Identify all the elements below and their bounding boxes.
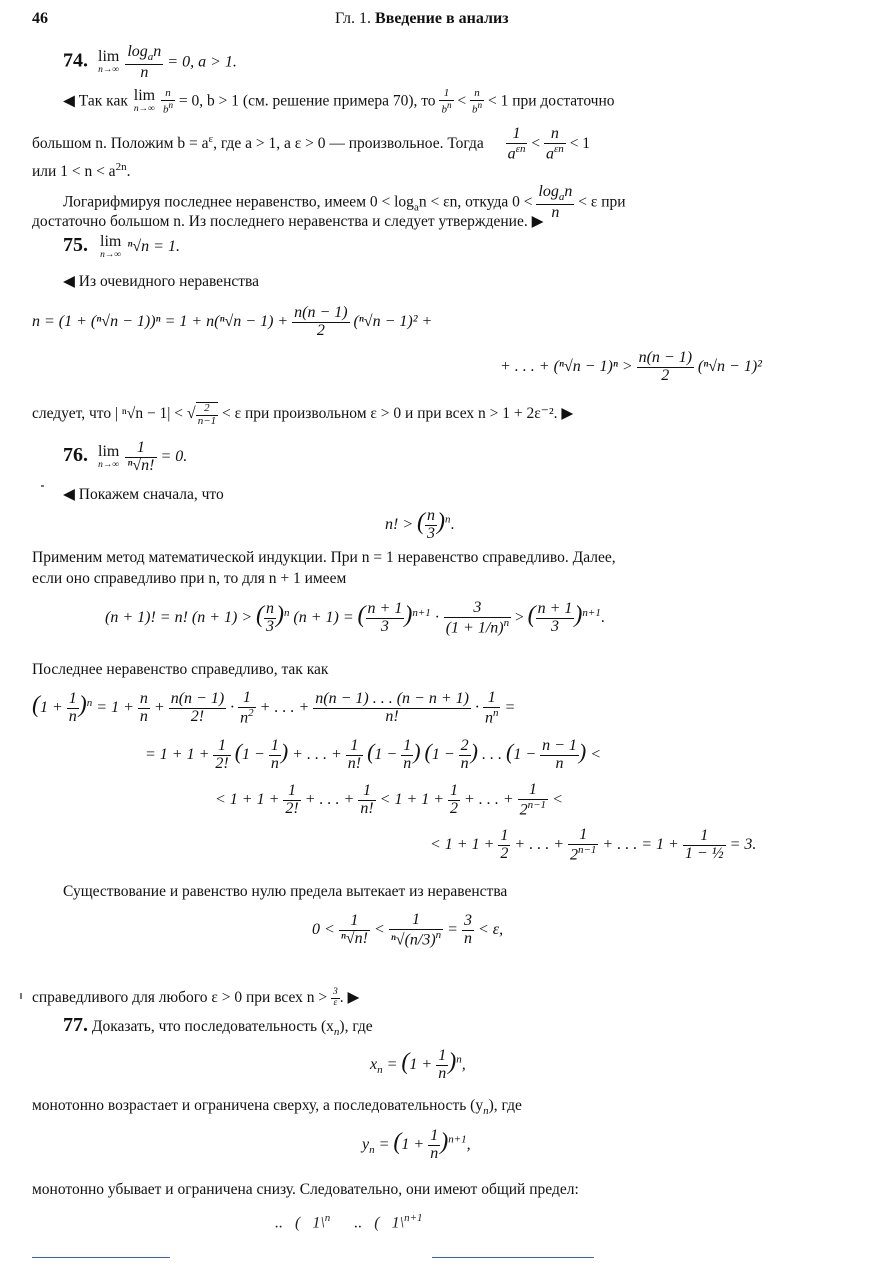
binomial-line-4: < 1 + 1 + $\frac{1}{2}$ + . . . + $\frac{1}{2^{n-1}}$ + . . . = 1 + $\frac{1}{\text{1 − ½}}$ = 3.	[430, 826, 757, 864]
ex74-paragraph-5: достаточно большом n. Из последнего неравенства и следует утверждение. ▶	[32, 213, 544, 230]
example-74-statement: 74. lim n→∞ $\frac{\log_an}{n}$ = 0, a > 1.	[63, 43, 237, 81]
footer-link-line[interactable]	[32, 1257, 170, 1258]
cropped-formula-fragment: .. ( 1\$^n$ .. ( 1\$^{n+1}$	[275, 1212, 423, 1232]
ex77-y-sequence: $y_n = (1$ + $\frac{1}{n}$ )$^{n+1}$,	[362, 1127, 471, 1162]
ex76-induction-equation: (n + 1)! = n! (n + 1) > ( $\frac{n}{3}$ )$^n$ (n + 1) = ( $\frac{n + 1}{3}$ )$^{n+1}$ · $\frac{3}{(1 + 1/n)^n}$ > ( $\frac{n + 1}{3}$ )$^{n+1}$.	[105, 599, 605, 637]
ex74-paragraph-1: ◀ Так как lim n→∞ $\frac{n}{b^n}$ = 0, b > 1 (см. решение примера 70), то $\frac{1}{b^n}$ < $\frac{n}{b^n}$ < 1 при достаточно	[63, 87, 615, 116]
ex76-paragraph-6: справедливого для любого ε > 0 при всех n > $\frac{3}{\varepsilon}$ . ▶	[32, 987, 360, 1008]
ex76-paragraph-2: Применим метод математической индукции. При n = 1 неравенство справедливо. Далее,	[32, 549, 616, 566]
example-77-statement: 77. Доказать, что последовательность $(x_n)$, где	[63, 1014, 373, 1039]
ex76-paragraph-3: если оно справедливо при n, то для n + 1 имеем	[32, 570, 347, 587]
ex76-paragraph-5: Существование и равенство нулю предела вытекает из неравенства	[63, 883, 508, 900]
ex74-paragraph-4: Логарифмируя последнее неравенство, имеем $0 < \log_an < \varepsilon n$, откуда 0 < $\frac{\log_an}{n}$ < ε при	[63, 183, 626, 221]
binomial-line-1: (1 + $\frac{1}{n}$ )$^n$ = 1 + $\frac{n}{n}$ + $\frac{n(n - 1)}{2!}$ · $\frac{1}{n^2}$ + . . . + $\frac{n(n - 1) . . . (n - n + 1)}{n!}$ · $\frac{1}{n^n}$ =	[32, 689, 516, 727]
scan-speck	[20, 993, 22, 999]
ex77-paragraph-3: монотонно убывает и ограничена снизу. Следовательно, они имеют общий предел:	[32, 1181, 579, 1198]
ex76-factorial-bound: n! > ( $\frac{n}{3}$ )$^n$.	[385, 507, 455, 542]
ex74-paragraph-3: или $1 < n < a^{2n}$.	[32, 161, 131, 181]
scan-speck	[41, 485, 44, 487]
binomial-line-3: < 1 + 1 + $\frac{1}{2!}$ + . . . + $\frac{1}{n!}$ < 1 + 1 + $\frac{1}{2}$ + . . . + $\frac{1}{2^{n-1}}$ <	[215, 781, 563, 819]
ex77-x-sequence: $x_n = (1$ + $\frac{1}{n}$ )$^n$,	[370, 1047, 466, 1082]
ex75-equation-2: + . . . + (ⁿ√n − 1)ⁿ > $\frac{n(n - 1)}{2}$ (ⁿ√n − 1)²	[500, 349, 762, 384]
example-75-statement: 75. lim n→∞ ⁿ√n = 1.	[63, 233, 180, 260]
page-number: 46	[32, 10, 48, 27]
running-header: Гл. 1. Введение в анализ	[335, 10, 509, 27]
ex76-limit-inequality: 0 < $\frac{1}{\text{ⁿ√n!}}$ < $\frac{1}{^n√(n/3)^n}$ = $\frac{3}{n}$ < ε,	[312, 911, 504, 949]
binomial-line-2: = 1 + 1 + $\frac{1}{2!}$ (1 − $\frac{1}{n}$ ) + . . . + $\frac{1}{n!}$ (1 − $\frac{1}{n}$ ) (1 − $\frac{2}{n}$ ) . . . (1 − $\frac{n - 1}{n}$ ) <	[145, 737, 602, 772]
footer-link-line[interactable]	[432, 1257, 594, 1258]
ex76-paragraph-1: ◀ Покажем сначала, что	[63, 486, 224, 503]
example-76-statement: 76. lim n→∞ $\frac{1}{\text{ⁿ√n!}}$ = 0.	[63, 439, 188, 474]
ex76-paragraph-4: Последнее неравенство справедливо, так как	[32, 661, 329, 678]
ex75-equation-1: n = (1 + (ⁿ√n − 1))ⁿ = 1 + n(ⁿ√n − 1) + $\frac{n(n - 1)}{2}$ (ⁿ√n − 1)² +	[32, 304, 433, 339]
ex75-paragraph-2: следует, что | ⁿ√n − 1| < √ $\frac{2}{n-1}$ < ε при произвольном ε > 0 и при всех n > 1 + 2ε⁻². ▶	[32, 402, 574, 427]
ex77-paragraph-2: монотонно возрастает и ограничена сверху, а последовательность $(y_n)$, где	[32, 1097, 522, 1118]
ex75-paragraph-1: ◀ Из очевидного неравенства	[63, 273, 260, 290]
ex74-paragraph-2: большом n. Положим $b = a^\varepsilon$, где a > 1, a ε > 0 — произвольное. Тогда $\frac{1}{a^{\varepsilon n}}$ < $\frac{n}{a^{\varepsilon n}}$ < 1	[32, 125, 591, 163]
